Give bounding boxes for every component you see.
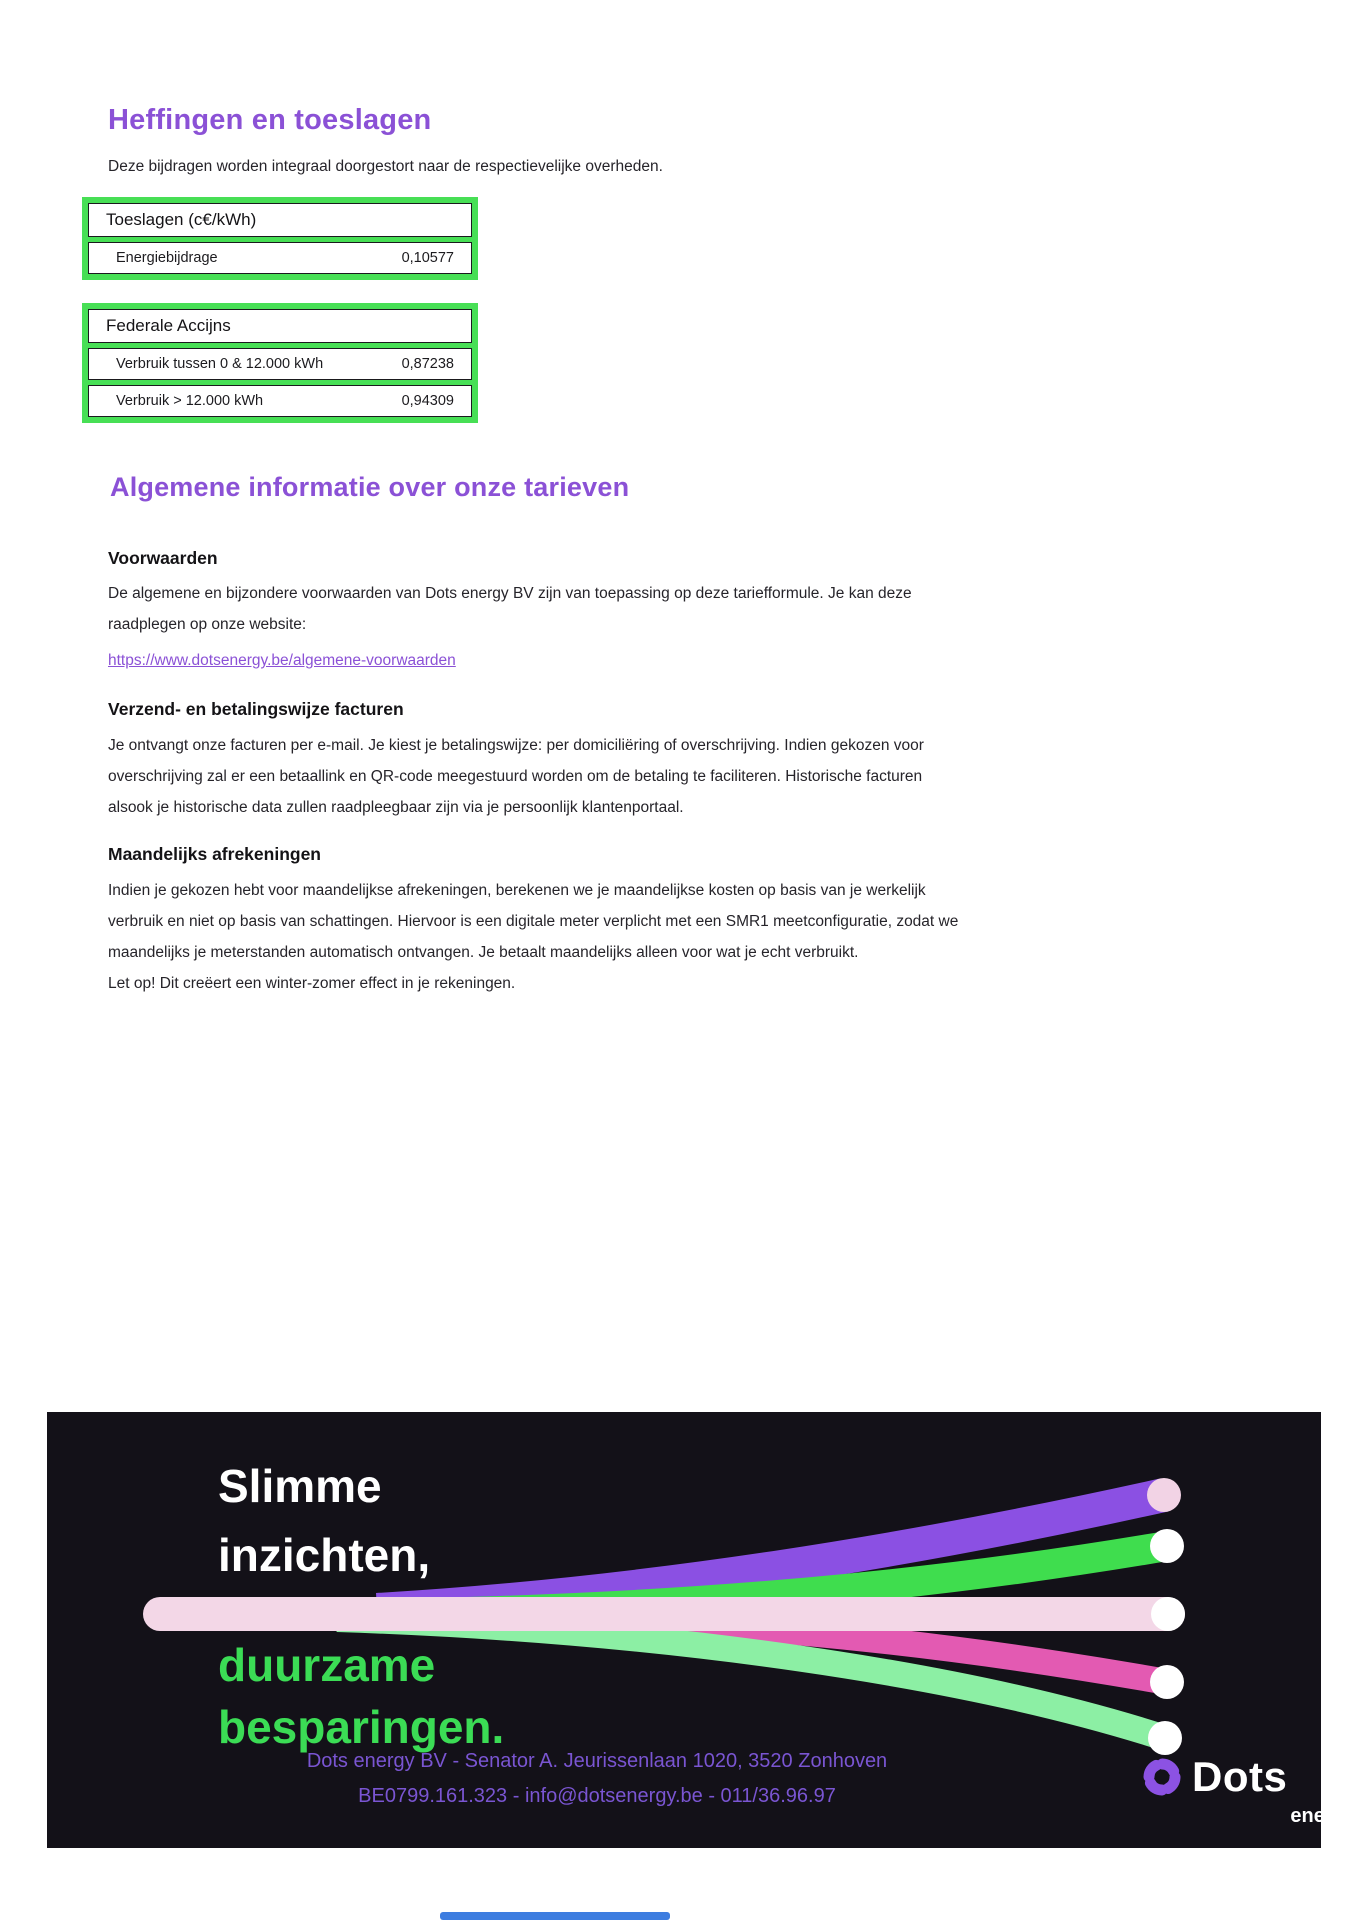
bottom-blue-strip bbox=[440, 1912, 670, 1920]
table-toeslagen bbox=[82, 197, 478, 280]
banner-headline-green bbox=[218, 1634, 504, 1758]
logo-wordmark: Dots bbox=[1192, 1753, 1288, 1800]
paragraph-line: alsook je historische data zullen raadpleegbaar zijn via je persoonlijk klantenportaal. bbox=[108, 799, 684, 816]
dots-logo-icon bbox=[1140, 1755, 1184, 1799]
contact-details-line: BE0799.161.323 - info@dotsenergy.be - 011/36.96.97 bbox=[358, 1785, 836, 1807]
heffingen-intro-text: Deze bijdragen worden integraal doorgestort naar de respectievelijke overheden. bbox=[108, 158, 663, 175]
table-row bbox=[88, 385, 472, 417]
subheading-verzend-betalingswijze: Verzend- en betalingswijze facturen bbox=[108, 699, 404, 719]
subheading-maandelijks-afrekeningen: Maandelijks afrekeningen bbox=[108, 844, 321, 864]
headline-line: Slimme bbox=[218, 1460, 382, 1512]
table-federale-accijns bbox=[82, 303, 478, 423]
verzend-paragraph bbox=[108, 730, 924, 823]
subheading-voorwaarden: Voorwaarden bbox=[108, 548, 218, 568]
row-value: 0,94309 bbox=[401, 393, 454, 409]
algemene-voorwaarden-link[interactable]: https://www.dotsenergy.be/algemene-voorwaarden bbox=[108, 652, 456, 669]
row-value: 0,87238 bbox=[401, 356, 454, 372]
headline-line: besparingen. bbox=[218, 1701, 505, 1753]
paragraph-line: raadplegen op onze website: bbox=[108, 616, 307, 633]
contact-address-line: Dots energy BV - Senator A. Jeurissenlaan 1020, 3520 Zonhoven bbox=[306, 1750, 888, 1772]
ribbon-cap bbox=[1150, 1529, 1184, 1563]
ribbon-cap bbox=[1150, 1665, 1184, 1699]
dots-logo bbox=[1140, 1753, 1287, 1801]
table-header bbox=[88, 203, 472, 237]
table-row bbox=[88, 242, 472, 274]
table-header bbox=[88, 309, 472, 343]
ribbon-cap bbox=[1148, 1721, 1182, 1755]
logo-sub-wordmark: energy bbox=[1290, 1805, 1356, 1827]
paragraph-line: Je ontvangt onze facturen per e-mail. Je kiest je betalingswijze: per domiciliëring of overschrijving. Indien gekozen voor bbox=[108, 737, 924, 754]
headline-line: duurzame bbox=[218, 1639, 436, 1691]
paragraph-line: verbruik en niet op basis van schattingen. Hiervoor is een digitale meter verplicht met een SMR1 meetconfiguratie, zodat we bbox=[108, 913, 959, 930]
footer-banner bbox=[47, 1412, 1356, 1848]
paragraph-line: maandelijks je meterstanden automatisch ontvangen. Je betaalt maandelijks alleen voor wat je echt verbruikt. bbox=[108, 944, 859, 961]
maandelijks-paragraph bbox=[108, 875, 958, 999]
section-title-algemene-informatie: Algemene informatie over onze tarieven bbox=[110, 472, 630, 502]
banner-headline-white bbox=[218, 1452, 430, 1590]
voorwaarden-paragraph bbox=[108, 578, 912, 640]
section-title-heffingen: Heffingen en toeslagen bbox=[108, 104, 432, 136]
row-label: Verbruik tussen 0 & 12.000 kWh bbox=[116, 356, 324, 372]
paragraph-line: overschrijving zal er een betaallink en QR-code meegestuurd worden om de betaling te faciliteren. Historische facturen bbox=[108, 768, 923, 785]
row-label: Verbruik > 12.000 kWh bbox=[116, 393, 264, 409]
paragraph-line: Indien je gekozen hebt voor maandelijkse afrekeningen, berekenen we je maandelijkse kosten op basis van je werkelijk bbox=[108, 882, 926, 899]
dots-ring bbox=[1149, 1764, 1175, 1790]
paragraph-line: Let op! Dit creëert een winter-zomer effect in je rekeningen. bbox=[108, 975, 516, 992]
row-label: Energiebijdrage bbox=[116, 250, 218, 266]
table-row bbox=[88, 348, 472, 380]
table-header-label: Federale Accijns bbox=[106, 316, 231, 335]
paragraph-line: De algemene en bijzondere voorwaarden van Dots energy BV zijn van toepassing op deze tariefformule. Je kan deze bbox=[108, 585, 912, 602]
table-header-label: Toeslagen (c€/kWh) bbox=[106, 210, 257, 229]
ribbon-cap bbox=[1147, 1478, 1181, 1512]
row-value: 0,10577 bbox=[401, 250, 454, 266]
ribbon-cap bbox=[1151, 1597, 1185, 1631]
headline-line: inzichten, bbox=[218, 1529, 431, 1581]
